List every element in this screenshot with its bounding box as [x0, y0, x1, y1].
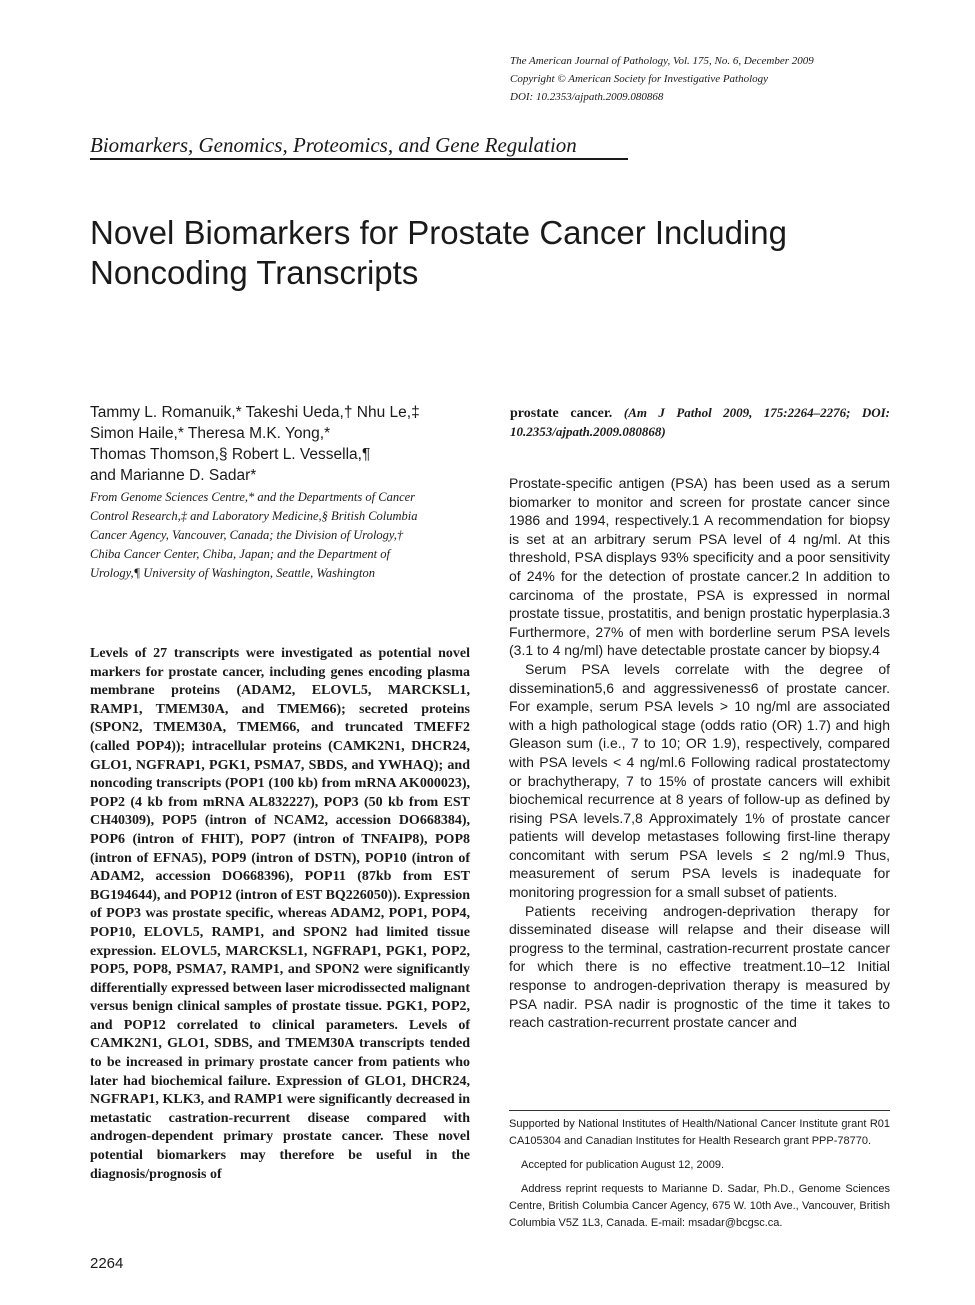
journal-citation-header [510, 52, 930, 106]
affiliation-line: Cancer Agency, Vancouver, Canada; the Division of Urology,† [90, 528, 404, 542]
author-line: Thomas Thomson,§ Robert L. Vessella,¶ [90, 446, 371, 463]
accepted-footnote: Accepted for publication August 12, 2009. [521, 1159, 725, 1171]
journal-copyright-line: Copyright © American Society for Investigative Pathology [510, 73, 769, 85]
author-line: Simon Haile,* Theresa M.K. Yong,* [90, 425, 331, 442]
abstract-continuation [510, 404, 890, 442]
body-paragraph: Patients receiving androgen-deprivation therapy for disseminated disease will relapse and their disease will progress to the terminal, castration-recurrent prostate cancer for which there is no effective treatment.10–12 Initial response to androgen-deprivation therapy is measured by PSA nadir. PSA nadir is prognostic of the time it takes to reach castration-recurrent prostate cancer and [509, 902, 890, 1031]
article-title-line-1: Novel Biomarkers for Prostate Cancer Including [90, 214, 787, 251]
author-line: and Marianne D. Sadar* [90, 467, 257, 484]
journal-volume-line: The American Journal of Pathology, Vol. 175, No. 6, December 2009 [510, 55, 814, 67]
section-heading: Biomarkers, Genomics, Proteomics, and Gene Regulation [90, 133, 577, 157]
affiliation-line: Chiba Cancer Center, Chiba, Japan; and the Department of [90, 547, 390, 561]
author-affiliations [90, 488, 480, 583]
author-line: Tammy L. Romanuik,* Takeshi Ueda,† Nhu Le,‡ [90, 404, 420, 421]
reprint-footnote: Address reprint requests to Marianne D. Sadar, Ph.D., Genome Sciences Centre, British Columbia Cancer Agency, 675 W. 10th Ave., Vancouver, British Columbia V5Z 1L3, Canada. E-mail: msadar@bcgsc.ca. [509, 1183, 890, 1229]
abstract-continuation-text: prostate cancer. [510, 406, 613, 421]
affiliation-line: Urology,¶ University of Washington, Seattle, Washington [90, 566, 376, 580]
article-title [90, 213, 890, 293]
footnotes [509, 1116, 890, 1239]
body-paragraph: Serum PSA levels correlate with the degree of dissemination5,6 and aggressiveness6 of prostate cancer. For example, serum PSA levels > 10 ng/ml are associated with a high pathological stage (odds ratio (OR) 1.7) and high Gleason sum (i.e., 7 to 10; OR 1.9), respectively, compared with PSA levels < 4 ng/ml.6 Following radical prostatectomy or brachytherapy, 7 to 15% of prostate cancers will exhibit biochemical recurrence at 8 years of follow-up as defined by rising PSA levels.7,8 Approximately 1% of prostate cancer patients will develop metastases following first-line therapy concomitant with serum PSA levels ≤ 2 ng/ml.9 Thus, measurement of serum PSA levels is inadequate for monitoring progression for a small subset of patients. [509, 660, 890, 901]
body-paragraph: Prostate-specific antigen (PSA) has been used as a serum biomarker to monitor and screen for prostate cancer since 1986 and 1994, respectively.1 A recommendation for biopsy is set at an arbitrary serum PSA level of 4 ng/ml. At this threshold, PSA displays 93% specificity and a poor sensitivity of 24% for the detection of prostate cancer.2 In addition to carcinoma of the prostate, PSA is expressed in normal prostate tissue, prostatitis, and benign prostatic hyperplasia.3 Furthermore, 27% of men with borderline serum PSA levels (3.1 to 4 ng/ml) have detectable prostate cancer by biopsy.4 [509, 475, 890, 659]
section-underline [90, 158, 628, 160]
article-title-line-2: Noncoding Transcripts [90, 254, 419, 291]
page-number: 2264 [90, 1255, 124, 1272]
affiliation-line: Control Research,‡ and Laboratory Medicine,§ British Columbia [90, 509, 418, 523]
footnote-divider [509, 1110, 890, 1111]
funding-footnote: Supported by National Institutes of Health/National Cancer Institute grant R01 CA105304 and Canadian Institutes for Health Research grant PPP-78770. [509, 1118, 890, 1147]
abstract-citation: (Am J Pathol 2009, 175:2264–2276; DOI: 10.2353/ajpath.2009.080868) [510, 405, 890, 439]
journal-doi-line: DOI: 10.2353/ajpath.2009.080868 [510, 91, 664, 103]
abstract-text: Levels of 27 transcripts were investigated as potential novel markers for prostate cancer, including genes encoding plasma membrane proteins (ADAM2, ELOVL5, MARCKSL1, RAMP1, TMEM30A, and TMEM66); secreted proteins (SPON2, TMEM30A, TMEM66, and truncated TMEFF2 (called POP4)); intracellular proteins (CAMK2N1, DHCR24, GLO1, NGFRAP1, PGK1, PSMA7, SBDS, and YWHAQ); and noncoding transcripts (POP1 (100 kb) from mRNA AK000023), POP2 (4 kb from mRNA AL832227), POP3 (50 kb from EST CH40309), POP5 (intron of NCAM2, accession DO668384), POP6 (intron of FHIT), POP7 (intron of TNFAIP8), POP8 (intron of EFNA5), POP9 (intron of DSTN), POP10 (intron of ADAM2, accession DO668396), POP11 (87kb from EST BG194644), and POP12 (intron of EST BQ226050)). Expression of POP3 was prostate specific, whereas ADAM2, POP1, POP4, POP10, ELOVL5, RAMP1, and SPON2 had limited tissue expression. ELOVL5, MARCKSL1, NGFRAP1, PGK1, POP2, POP5, POP8, PSMA7, RAMP1, and SPON2 were significantly differentially expressed between laser microdissected malignant versus benign clinical samples of prostate tissue. PGK1, POP2, and POP12 correlated to clinical parameters. Levels of CAMK2N1, GLO1, SDBS, and TMEM30A transcripts tended to be increased in primary prostate cancer from patients who later had biochemical failure. Expression of GLO1, DHCR24, NGFRAP1, KLK3, and RAMP1 were significantly decreased in metastatic castration-recurrent disease compared with androgen-dependent primary prostate cancer. These novel potential biomarkers may therefore be useful in the diagnosis/prognosis of [90, 646, 470, 1182]
author-list [90, 402, 490, 486]
affiliation-line: From Genome Sciences Centre,* and the Departments of Cancer [90, 490, 416, 504]
body-text-column [509, 474, 890, 1032]
